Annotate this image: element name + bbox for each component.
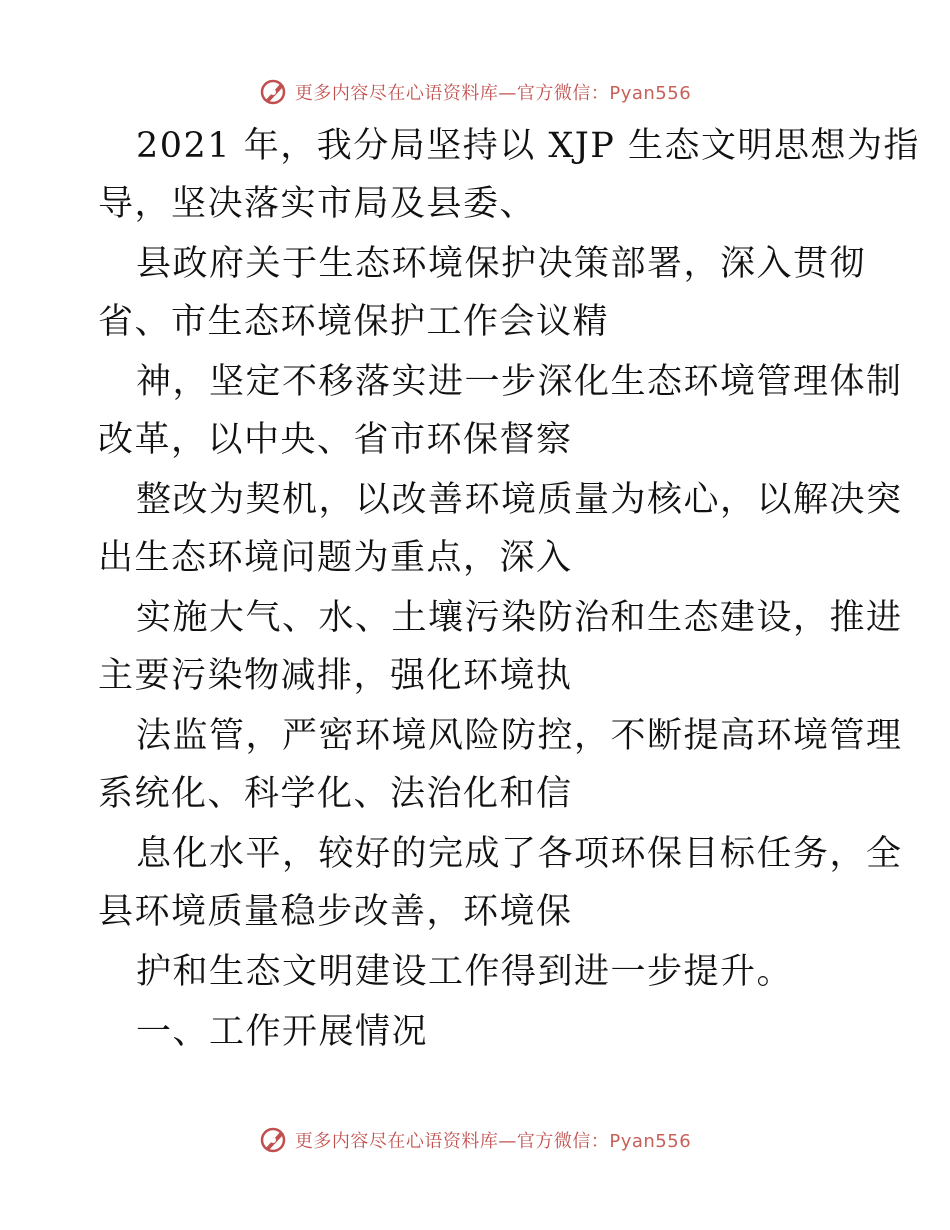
paragraph-line: 护和生态文明建设工作得到进一步提升。 bbox=[136, 952, 794, 992]
paragraph-line: 2021 年，我分局坚持以 XJP 生态文明思想为指 bbox=[136, 126, 920, 166]
paragraph-line: 县政府关于生态环境保护决策部署，深入贯彻 bbox=[136, 244, 867, 284]
paragraph-line: 省、市生态环境保护工作会议精 bbox=[98, 302, 610, 342]
watermark-label: 更多内容尽在心语资料库—官方微信： bbox=[294, 1131, 610, 1152]
paragraph-line: 导，坚决落实市局及县委、 bbox=[98, 184, 537, 224]
watermark-text bbox=[295, 79, 691, 105]
paragraph-line: 改革，以中央、省市环保督察 bbox=[98, 420, 573, 460]
paragraph-line: 系统化、科学化、法治化和信 bbox=[98, 774, 573, 814]
paragraph-line: 出生态环境问题为重点，深入 bbox=[98, 538, 573, 578]
watermark-text bbox=[295, 1127, 691, 1153]
quill-circle-logo-icon bbox=[259, 1125, 289, 1155]
paragraph-line: 实施大气、水、土壤污染防治和生态建设，推进 bbox=[136, 598, 903, 638]
paragraph-line: 息化水平，较好的完成了各项环保目标任务，全 bbox=[136, 834, 903, 874]
paragraph-line: 神，坚定不移落实进一步深化生态环境管理体制 bbox=[136, 362, 903, 402]
paragraph-line: 法监管，严密环境风险防控，不断提高环境管理 bbox=[136, 716, 903, 756]
paragraph-line: 主要污染物减排，强化环境执 bbox=[98, 656, 573, 696]
quill-circle-logo-icon bbox=[259, 77, 289, 107]
paragraph-line: 县环境质量稳步改善，环境保 bbox=[98, 892, 573, 932]
watermark-label: 更多内容尽在心语资料库—官方微信： bbox=[294, 83, 610, 104]
section-heading: 一、工作开展情况 bbox=[136, 1012, 429, 1052]
watermark-handle: Pyan556 bbox=[609, 83, 692, 104]
watermark-handle: Pyan556 bbox=[609, 1131, 692, 1152]
header-watermark bbox=[0, 72, 950, 112]
footer-watermark bbox=[0, 1120, 950, 1160]
paragraph-line: 整改为契机，以改善环境质量为核心，以解决突 bbox=[136, 480, 903, 520]
